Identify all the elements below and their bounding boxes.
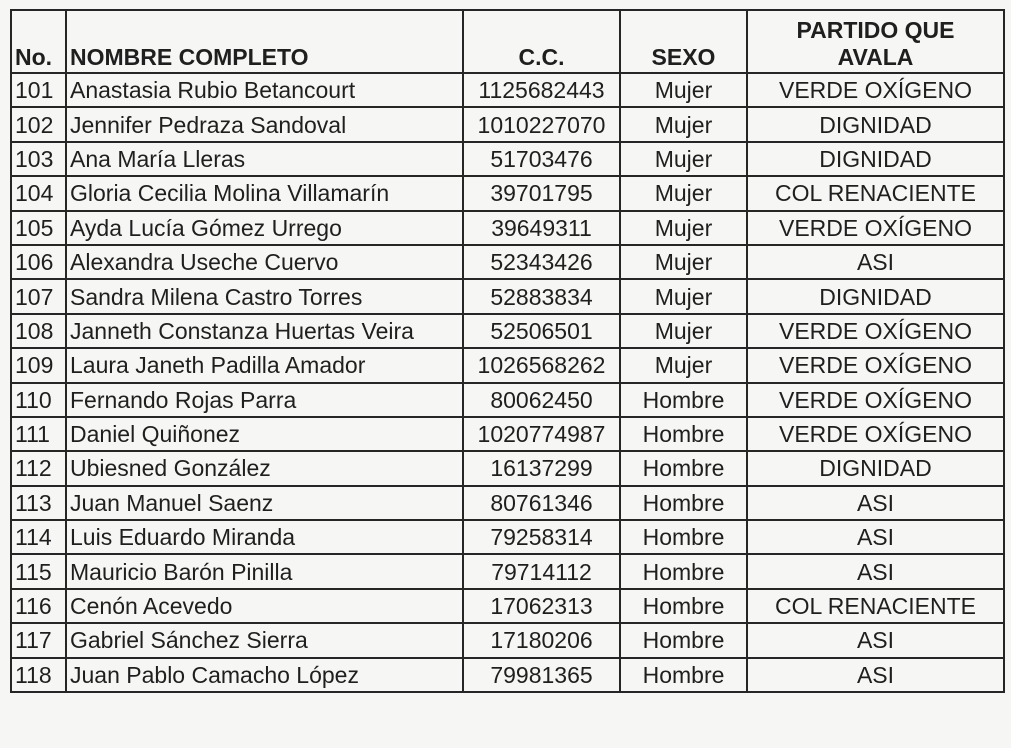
- header-sexo: SEXO: [620, 10, 747, 73]
- table-row: [11, 107, 1004, 141]
- header-partido-line1: PARTIDO QUE: [796, 17, 955, 43]
- cell-cc: 39649311: [463, 211, 620, 245]
- cell-name: Juan Manuel Saenz: [66, 486, 463, 520]
- cell-partido: ASI: [747, 554, 1004, 588]
- cell-cc: 39701795: [463, 176, 620, 210]
- cell-name: Jennifer Pedraza Sandoval: [66, 107, 463, 141]
- cell-partido: DIGNIDAD: [747, 451, 1004, 485]
- cell-name: Daniel Quiñonez: [66, 417, 463, 451]
- cell-name: Alexandra Useche Cuervo: [66, 245, 463, 279]
- cell-sexo: Hombre: [620, 383, 747, 417]
- cell-cc: 16137299: [463, 451, 620, 485]
- cell-cc: 80761346: [463, 486, 620, 520]
- table-body: [11, 73, 1004, 692]
- cell-cc: 17062313: [463, 589, 620, 623]
- cell-name: Juan Pablo Camacho López: [66, 658, 463, 692]
- cell-cc: 79981365: [463, 658, 620, 692]
- cell-no: 108: [11, 314, 66, 348]
- cell-cc: 1125682443: [463, 73, 620, 107]
- cell-sexo: Mujer: [620, 245, 747, 279]
- cell-cc: 1010227070: [463, 107, 620, 141]
- table-row: [11, 245, 1004, 279]
- cell-sexo: Hombre: [620, 589, 747, 623]
- cell-sexo: Mujer: [620, 211, 747, 245]
- cell-sexo: Mujer: [620, 279, 747, 313]
- cell-cc: 52343426: [463, 245, 620, 279]
- table-row: [11, 211, 1004, 245]
- header-name: NOMBRE COMPLETO: [66, 10, 463, 73]
- cell-no: 104: [11, 176, 66, 210]
- cell-partido: ASI: [747, 623, 1004, 657]
- cell-partido: VERDE OXÍGENO: [747, 314, 1004, 348]
- cell-no: 102: [11, 107, 66, 141]
- cell-partido: VERDE OXÍGENO: [747, 383, 1004, 417]
- cell-name: Ubiesned González: [66, 451, 463, 485]
- table-row: [11, 486, 1004, 520]
- cell-partido: VERDE OXÍGENO: [747, 211, 1004, 245]
- cell-name: Ayda Lucía Gómez Urrego: [66, 211, 463, 245]
- table-row: [11, 623, 1004, 657]
- cell-name: Sandra Milena Castro Torres: [66, 279, 463, 313]
- table-header-row: [11, 10, 1004, 73]
- table-row: [11, 658, 1004, 692]
- cell-cc: 52506501: [463, 314, 620, 348]
- cell-no: 107: [11, 279, 66, 313]
- cell-partido: ASI: [747, 658, 1004, 692]
- candidate-table: [10, 9, 1005, 693]
- cell-partido: ASI: [747, 520, 1004, 554]
- table-row: [11, 383, 1004, 417]
- cell-no: 118: [11, 658, 66, 692]
- cell-sexo: Mujer: [620, 142, 747, 176]
- cell-sexo: Mujer: [620, 107, 747, 141]
- cell-name: Fernando Rojas Parra: [66, 383, 463, 417]
- cell-cc: 51703476: [463, 142, 620, 176]
- cell-sexo: Hombre: [620, 417, 747, 451]
- cell-partido: DIGNIDAD: [747, 279, 1004, 313]
- cell-no: 114: [11, 520, 66, 554]
- table-row: [11, 348, 1004, 382]
- cell-cc: 79258314: [463, 520, 620, 554]
- cell-no: 111: [11, 417, 66, 451]
- cell-cc: 1020774987: [463, 417, 620, 451]
- cell-partido: ASI: [747, 486, 1004, 520]
- cell-cc: 79714112: [463, 554, 620, 588]
- cell-partido: ASI: [747, 245, 1004, 279]
- cell-no: 110: [11, 383, 66, 417]
- cell-cc: 80062450: [463, 383, 620, 417]
- cell-no: 105: [11, 211, 66, 245]
- cell-name: Gabriel Sánchez Sierra: [66, 623, 463, 657]
- cell-no: 103: [11, 142, 66, 176]
- cell-name: Mauricio Barón Pinilla: [66, 554, 463, 588]
- cell-partido: COL RENACIENTE: [747, 176, 1004, 210]
- cell-partido: VERDE OXÍGENO: [747, 348, 1004, 382]
- cell-cc: 17180206: [463, 623, 620, 657]
- cell-sexo: Hombre: [620, 451, 747, 485]
- cell-sexo: Hombre: [620, 486, 747, 520]
- cell-cc: 1026568262: [463, 348, 620, 382]
- table-row: [11, 314, 1004, 348]
- header-no: No.: [11, 10, 66, 73]
- table-row: [11, 73, 1004, 107]
- cell-partido: DIGNIDAD: [747, 142, 1004, 176]
- cell-name: Gloria Cecilia Molina Villamarín: [66, 176, 463, 210]
- cell-sexo: Mujer: [620, 73, 747, 107]
- cell-partido: VERDE OXÍGENO: [747, 417, 1004, 451]
- cell-sexo: Mujer: [620, 176, 747, 210]
- cell-name: Janneth Constanza Huertas Veira: [66, 314, 463, 348]
- table-row: [11, 417, 1004, 451]
- table-row: [11, 142, 1004, 176]
- table-row: [11, 554, 1004, 588]
- cell-no: 112: [11, 451, 66, 485]
- cell-sexo: Hombre: [620, 554, 747, 588]
- cell-name: Cenón Acevedo: [66, 589, 463, 623]
- cell-no: 116: [11, 589, 66, 623]
- cell-no: 113: [11, 486, 66, 520]
- cell-sexo: Hombre: [620, 520, 747, 554]
- table-row: [11, 589, 1004, 623]
- cell-cc: 52883834: [463, 279, 620, 313]
- cell-no: 109: [11, 348, 66, 382]
- cell-sexo: Mujer: [620, 348, 747, 382]
- table-row: [11, 176, 1004, 210]
- cell-no: 101: [11, 73, 66, 107]
- cell-sexo: Hombre: [620, 623, 747, 657]
- cell-sexo: Mujer: [620, 314, 747, 348]
- header-partido: [747, 10, 1004, 73]
- cell-partido: VERDE OXÍGENO: [747, 73, 1004, 107]
- cell-name: Anastasia Rubio Betancourt: [66, 73, 463, 107]
- cell-no: 106: [11, 245, 66, 279]
- cell-name: Laura Janeth Padilla Amador: [66, 348, 463, 382]
- cell-partido: COL RENACIENTE: [747, 589, 1004, 623]
- cell-no: 117: [11, 623, 66, 657]
- cell-partido: DIGNIDAD: [747, 107, 1004, 141]
- cell-name: Ana María Lleras: [66, 142, 463, 176]
- header-partido-line2: AVALA: [837, 44, 914, 70]
- table-row: [11, 451, 1004, 485]
- header-cc: C.C.: [463, 10, 620, 73]
- table-row: [11, 279, 1004, 313]
- cell-sexo: Hombre: [620, 658, 747, 692]
- cell-no: 115: [11, 554, 66, 588]
- candidate-list-sheet: [10, 9, 1005, 693]
- table-row: [11, 520, 1004, 554]
- cell-name: Luis Eduardo Miranda: [66, 520, 463, 554]
